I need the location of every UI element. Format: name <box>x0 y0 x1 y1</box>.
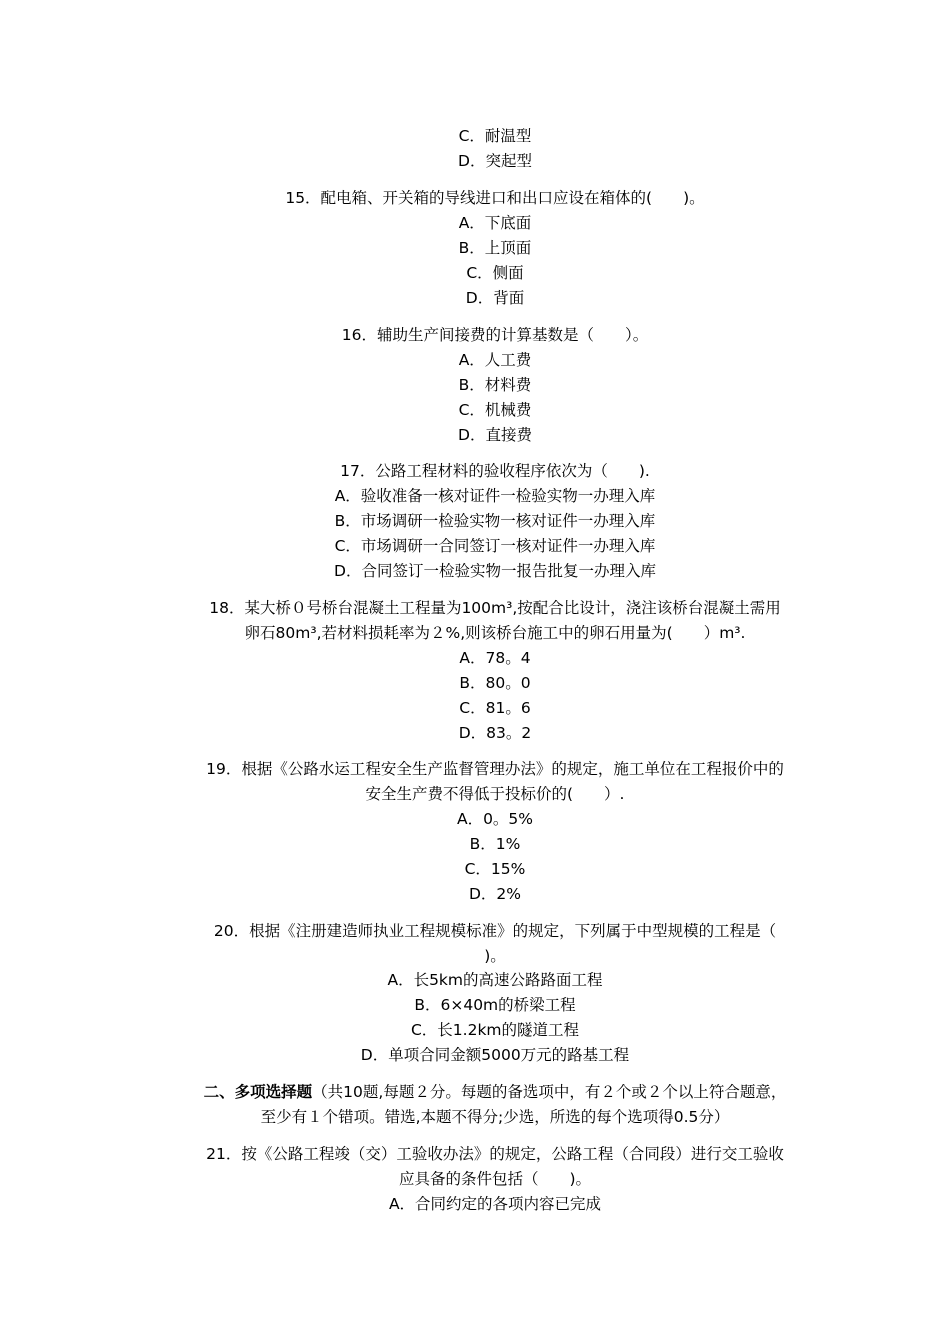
q19-option-c: C．15% <box>464 860 526 878</box>
q20-stem-line1: 20．根据《注册建造师执业工程规模标准》的规定，下列属于中型规模的工程是（ <box>213 922 777 940</box>
q18-option-a: A．78。4 <box>459 649 531 667</box>
q19-stem-line2: 安全生产费不得低于投标价的( ）. <box>365 785 625 803</box>
q18-stem-line2: 卵石80m³,若材料损耗率为２%,则该桥台施工中的卵石用量为( ）m³. <box>244 624 746 642</box>
q16-option-d: D．直接费 <box>458 426 532 444</box>
section2-desc-line2: 至少有１个错项。错选,本题不得分;少选，所选的每个选项得0.5分） <box>260 1108 730 1126</box>
q15-option-d: D．背面 <box>465 289 525 307</box>
q14-option-d: D．突起型 <box>458 152 532 170</box>
q17-stem: 17．公路工程材料的验收程序依次为（ ). <box>340 462 650 480</box>
q16-option-c: C．机械费 <box>458 401 532 419</box>
q20-option-d: D．单项合同金额5000万元的路基工程 <box>360 1046 630 1064</box>
q16-option-b: B．材料费 <box>458 376 532 394</box>
q20-option-b: B．6×40m的桥梁工程 <box>414 996 576 1014</box>
q18-option-d: D．83。2 <box>458 724 532 742</box>
q17-option-b: B．市场调研一检验实物一核对证件一办理入库 <box>334 512 656 530</box>
q15-option-a: A．下底面 <box>458 214 532 232</box>
q21-stem-line1: 21．按《公路工程竣（交）工验收办法》的规定，公路工程（合同段）进行交工验收 <box>206 1145 784 1163</box>
q17-option-c: C．市场调研一合同签订一核对证件一办理入库 <box>334 537 656 555</box>
q15-option-b: B．上顶面 <box>458 239 532 257</box>
q14-option-c: C．耐温型 <box>458 127 532 145</box>
q19-stem-line1: 19．根据《公路水运工程安全生产监督管理办法》的规定，施工单位在工程报价中的 <box>206 760 784 778</box>
q19-option-b: B．1% <box>469 835 521 853</box>
q21-stem-line2: 应具备的条件包括（ )。 <box>398 1170 592 1188</box>
q20-option-c: C．长1.2km的隧道工程 <box>410 1021 580 1039</box>
q19-option-d: D．2% <box>468 885 522 903</box>
section2-desc-line1: （共10题,每题２分。每题的备选项中，有２个或２个以上符合题意， <box>312 1083 787 1101</box>
section2-heading: 二、多项选择题 <box>203 1083 313 1101</box>
q18-option-b: B．80。0 <box>459 674 531 692</box>
q17-option-d: D．合同签订一检验实物一报告批复一办理入库 <box>334 562 656 580</box>
q15-option-c: C．侧面 <box>466 264 524 282</box>
q21-option-a: A．合同约定的各项内容已完成 <box>388 1195 602 1213</box>
q17-option-a: A．验收准备一核对证件一检验实物一办理入库 <box>334 487 656 505</box>
q16-stem: 16．辅助生产间接费的计算基数是（ ）。 <box>341 326 649 344</box>
q18-option-c: C．81。6 <box>459 699 531 717</box>
q15-stem: 15．配电箱、开关箱的导线进口和出口应设在箱体的( )。 <box>285 189 705 207</box>
q20-stem-line2: )。 <box>484 947 506 965</box>
q19-option-a: A．0。5% <box>456 810 534 828</box>
q18-stem-line1: 18．某大桥０号桥台混凝土工程量为100m³,按配合比设计，浇注该桥台混凝土需用 <box>209 599 781 617</box>
q20-option-a: A．长5km的高速公路路面工程 <box>387 971 603 989</box>
section2-heading-line <box>0 1080 950 1104</box>
q16-option-a: A．人工费 <box>458 351 532 369</box>
